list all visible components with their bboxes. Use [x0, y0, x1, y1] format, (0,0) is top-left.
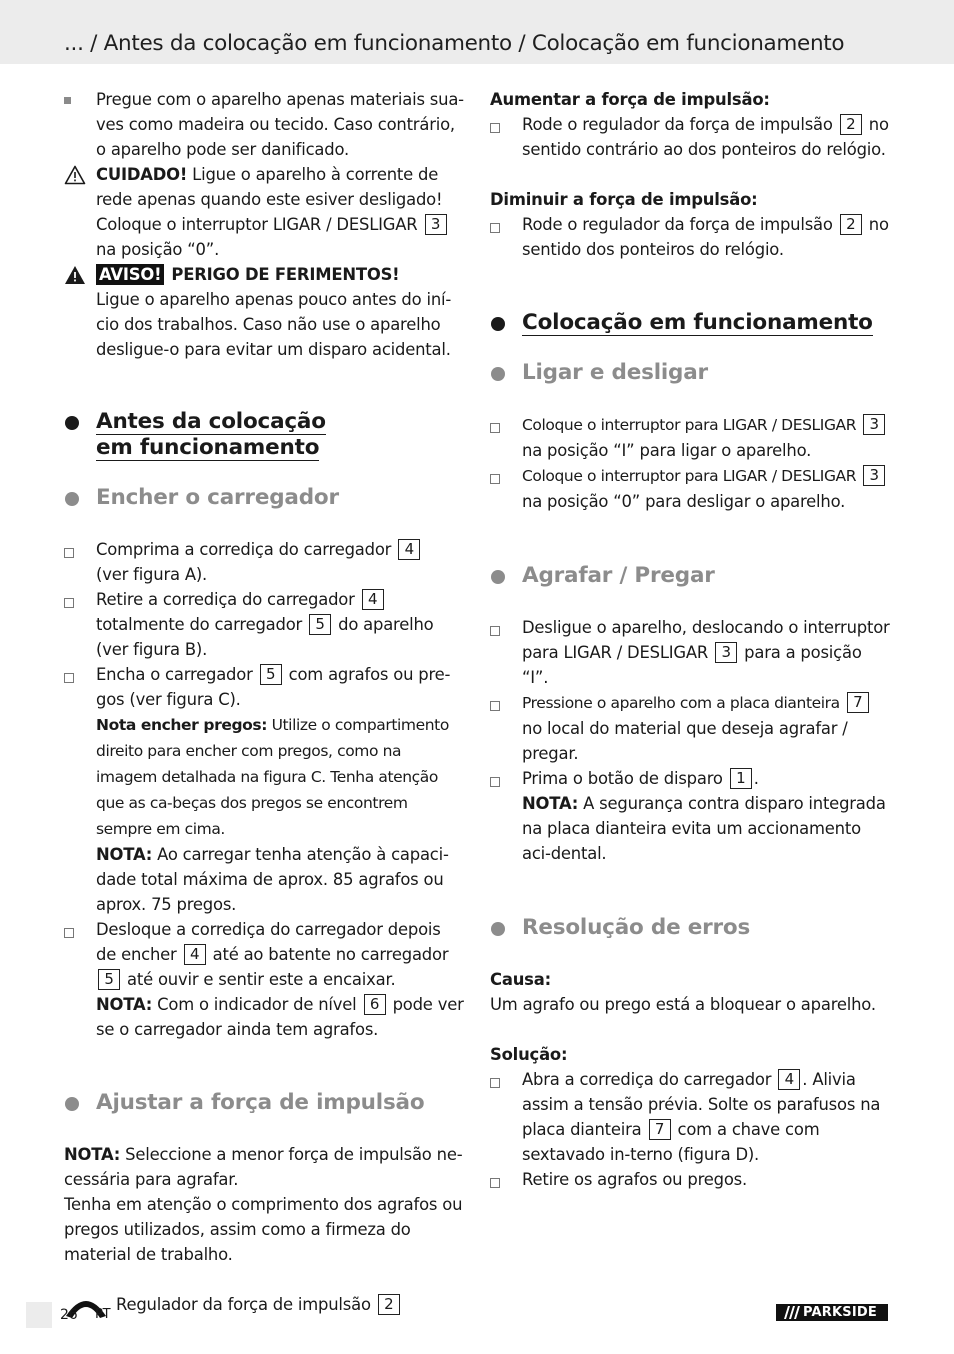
list-item: Retire a corrediça do carregador 4 totalmente do carregador 5 do aparelho (ver figura B). — [64, 587, 464, 662]
ref-number: 7 — [847, 692, 869, 713]
ref-number: 5 — [260, 664, 282, 685]
ref-number: 2 — [378, 1294, 400, 1315]
brand-logo — [776, 1304, 888, 1321]
ref-number: 6 — [364, 994, 386, 1015]
list-item: Prima o botão de disparo 1 . NOTA: A segurança contra disparo integrada na placa dianteira evita um accionamento aci-dental. — [490, 766, 890, 866]
subsection-heading: Ligar e desligar — [490, 360, 890, 386]
language-code: PT — [95, 1307, 111, 1322]
note-label: NOTA: — [522, 794, 579, 813]
list-item: Comprima a corrediça do carregador 4 (ver figura A). — [64, 537, 464, 587]
subsection-heading: Agrafar / Pregar — [490, 563, 890, 589]
list-item: Pressione o aparelho com a placa dianteira 7 no local do material que deseja agrafar / pregar. — [490, 690, 890, 766]
ref-number: 5 — [309, 614, 331, 635]
note-label: NOTA: — [96, 845, 153, 864]
note-label: NOTA: — [96, 995, 153, 1014]
regulator-legend: Regulador da força de impulsão 2 — [64, 1292, 464, 1320]
section-heading: Antes da colocação em funcionamento — [64, 409, 464, 461]
paragraph: Tenha em atenção o comprimento dos agrafos ou pregos utilizados, assim como a firmeza do material de trabalho. — [64, 1195, 463, 1264]
ref-number: 3 — [863, 414, 885, 435]
ref-number: 2 — [840, 214, 862, 235]
list-item: Abra a corrediça do carregador 4 . Alivia assim a tensão prévia. Solte os parafusos na placa dianteira 7 com a chave com sextavado in-terno (figura D). — [490, 1067, 890, 1167]
ref-number: 2 — [840, 114, 862, 135]
subsection-heading: Resolução de erros — [490, 915, 890, 941]
ref-number: 4 — [778, 1069, 800, 1090]
page-number: 26 — [60, 1307, 78, 1323]
subsection-heading: Ajustar a força de impulsão — [64, 1090, 464, 1116]
decrease-heading: Diminuir a força de impulsão: — [490, 190, 758, 209]
page-title: ... / Antes da colocação em funcionamento / Colocação em funcionamento — [64, 31, 845, 56]
ref-number: 5 — [98, 969, 120, 990]
note-paragraph: NOTA: Seleccione a menor força de impulsão ne-cessária para agrafar. — [64, 1145, 463, 1189]
ref-number: 7 — [649, 1119, 671, 1140]
ref-number: 4 — [398, 539, 420, 560]
list-item: Desloque a corrediça do carregador depois de encher 4 até ao batente no carregador 5 até ouvir e sentir este a encaixar. NOTA: Com o indicador de nível 6 pode ver se o carregador ainda tem agrafos. — [64, 917, 464, 1042]
caution-label: CUIDADO! — [96, 165, 188, 184]
ref-number: 3 — [715, 642, 737, 663]
increase-heading: Aumentar a força de impulsão: — [490, 90, 770, 109]
left-column — [64, 87, 464, 1320]
warning-title: PERIGO DE FERIMENTOS! — [171, 265, 400, 284]
section-heading: Colocação em funcionamento — [490, 310, 890, 336]
subsection-heading: Encher o carregador — [64, 485, 464, 511]
ref-number: 3 — [863, 465, 885, 486]
list-item: Coloque o interruptor para LIGAR / DESLIGAR 3 na posição “0” para desligar o aparelho. — [490, 463, 890, 514]
logo-stripes-icon — [780, 1304, 802, 1321]
ref-number: 4 — [184, 944, 206, 965]
warning-notice: AVISO! PERIGO DE FERIMENTOS! Ligue o aparelho apenas pouco antes do iní-cio dos trabalhos. Caso não use o aparelho desligue-o para evitar um disparo acidental. — [64, 262, 464, 362]
list-item: Rode o regulador da força de impulsão 2 no sentido contrário ao dos ponteiros do relógio. — [490, 112, 890, 162]
list-item: Rode o regulador da força de impulsão 2 no sentido dos ponteiros do relógio. — [490, 212, 890, 262]
list-item: Desligue o aparelho, deslocando o interruptor para LIGAR / DESLIGAR 3 para a posição “I”. — [490, 615, 890, 690]
brand-name: PARKSIDE — [803, 1305, 877, 1320]
note-label: NOTA: — [64, 1145, 121, 1164]
cause-label: Causa: — [490, 970, 551, 989]
ref-number: 1 — [730, 768, 752, 789]
caution-notice: CUIDADO! Ligue o aparelho à corrente de rede apenas quando este esiver desligado! Coloque o interruptor LIGAR / DESLIGAR 3 na posição “0”. — [64, 162, 464, 262]
right-column — [490, 87, 890, 1192]
list-item: Coloque o interruptor para LIGAR / DESLIGAR 3 na posição “I” para ligar o aparelho. — [490, 412, 890, 463]
warning-label: AVISO! — [96, 264, 164, 285]
page-header — [0, 0, 954, 64]
ref-number: 3 — [425, 214, 447, 235]
ref-number: 4 — [362, 589, 384, 610]
note-label: Nota encher pregos: — [96, 716, 268, 734]
footer-tab — [26, 1302, 52, 1328]
warning-triangle-icon — [64, 265, 86, 285]
list-item: Pregue com o aparelho apenas materiais sua-ves como madeira ou tecido. Caso contrário, o aparelho pode ser danificado. — [64, 87, 464, 162]
cause-text: Um agrafo ou prego está a bloquear o aparelho. — [490, 995, 876, 1014]
list-item: Encha o carregador 5 com agrafos ou pre-gos (ver figura C). Nota encher pregos: Utilize o compartimento direito para encher com pregos, como na imagem detalhada na figura C. Tenha atenção que as ca-beças dos pregos se encontrem sempre em cima. NOTA: Ao carregar tenha atenção à capaci-dade total máxima de aprox. 85 agrafos ou aprox. 75 pregos. — [64, 662, 464, 917]
list-item: Retire os agrafos ou pregos. — [490, 1167, 890, 1192]
caution-triangle-icon — [64, 165, 86, 185]
solution-label: Solução: — [490, 1045, 568, 1064]
